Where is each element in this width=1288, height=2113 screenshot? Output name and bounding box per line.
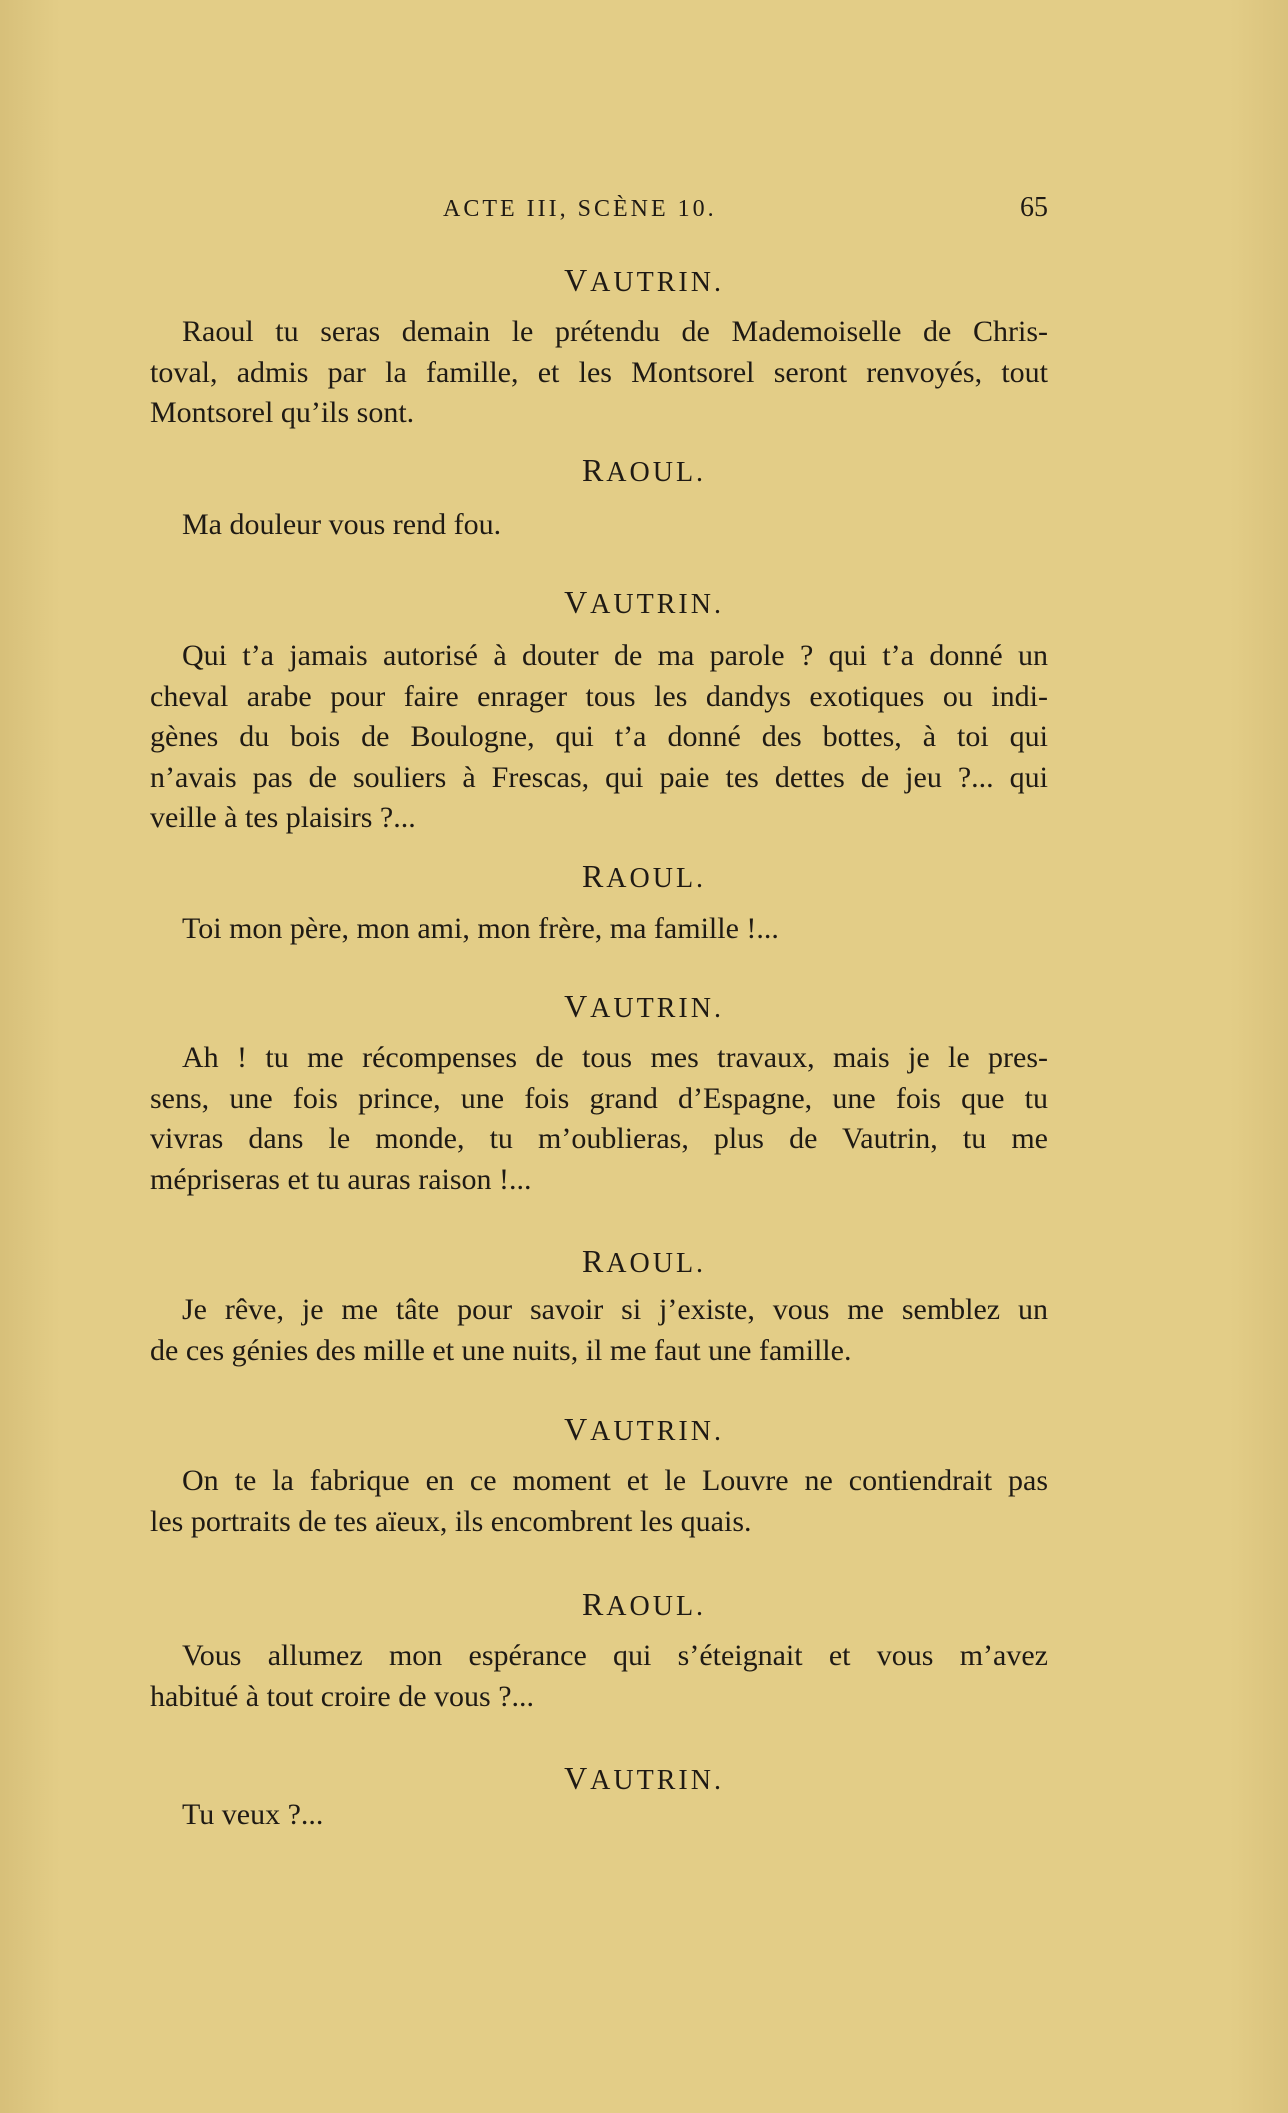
speech-line: de ces génies des mille et une nuits, il me faut une famille. xyxy=(150,1333,852,1367)
speech xyxy=(150,1038,1048,1200)
speaker-label: VAUTRIN. xyxy=(564,262,724,298)
speaker-label: RAOUL. xyxy=(581,452,707,488)
speaker-label: VAUTRIN. xyxy=(564,584,724,620)
page-number: 65 xyxy=(1020,192,1048,223)
speech-line: n’avais pas de souliers à Frescas, qui paie tes dettes de jeu ?... qui xyxy=(150,760,1048,794)
speech-line: veille à tes plaisirs ?... xyxy=(150,801,416,834)
speaker-label: RAOUL. xyxy=(581,1586,707,1622)
speaker-name xyxy=(0,584,1288,621)
speech-line: habitué à tout croire de vous ?... xyxy=(150,1679,535,1713)
speech xyxy=(150,909,1048,950)
speech-line: Montsorel qu’ils sont. xyxy=(150,396,415,429)
speech-line: Vous allumez mon espérance qui s’éteignait et vous m’avez xyxy=(182,1639,1048,1672)
speech xyxy=(150,1461,1048,1542)
speaker-name xyxy=(0,1243,1288,1280)
speaker-name xyxy=(0,858,1288,895)
speaker-name xyxy=(0,1586,1288,1623)
speech xyxy=(150,636,1048,839)
speech-line: gènes du bois de Boulogne, qui t’a donné des bottes, à toi qui xyxy=(150,720,1048,753)
page-header xyxy=(148,192,1048,232)
speaker-name xyxy=(0,452,1288,489)
speech xyxy=(150,312,1048,434)
speech-line: les portraits de tes aïeux, ils encombrent les quais. xyxy=(150,1504,752,1538)
speech xyxy=(150,505,1048,546)
speaker-label: VAUTRIN. xyxy=(564,1411,724,1447)
speech xyxy=(150,1290,1048,1371)
speech-line: Je rêve, je me tâte pour savoir si j’existe, vous me semblez un xyxy=(182,1293,1048,1326)
speech-line: Ah ! tu me récompenses de tous mes travaux, mais je le pres- xyxy=(182,1041,1048,1074)
running-head: ACTE III, SCÈNE 10. xyxy=(443,196,717,222)
speaker-name xyxy=(0,262,1288,299)
speech-line: toval, admis par la famille, et les Montsorel seront renvoyés, tout xyxy=(150,355,1048,389)
speech-line: sens, une fois prince, une fois grand d’Espagne, une fois que tu xyxy=(150,1081,1048,1115)
speech-line: Ma douleur vous rend fou. xyxy=(182,508,502,541)
speech-line: Toi mon père, mon ami, mon frère, ma famille !... xyxy=(182,912,779,945)
speech-line: vivras dans le monde, tu m’oublieras, plus de Vautrin, tu me xyxy=(150,1122,1048,1155)
speech-line: On te la fabrique en ce moment et le Louvre ne contiendrait pas xyxy=(182,1464,1048,1497)
speaker-label: RAOUL. xyxy=(581,858,707,894)
speaker-label: RAOUL. xyxy=(581,1243,707,1279)
speech-line: Raoul tu seras demain le prétendu de Mademoiselle de Chris- xyxy=(182,315,1048,348)
speech xyxy=(150,1795,1048,1836)
speech-line: mépriseras et tu auras raison !... xyxy=(150,1162,532,1196)
speaker-name xyxy=(0,1760,1288,1797)
speaker-label: VAUTRIN. xyxy=(564,988,724,1024)
speaker-label: VAUTRIN. xyxy=(564,1760,724,1796)
speaker-name xyxy=(0,1411,1288,1448)
speech-line: cheval arabe pour faire enrager tous les dandys exotiques ou indi- xyxy=(150,679,1048,713)
speech-line: Tu veux ?... xyxy=(182,1798,324,1831)
speech-line: Qui t’a jamais autorisé à douter de ma parole ? qui t’a donné un xyxy=(182,639,1048,672)
speaker-name xyxy=(0,988,1288,1025)
speech xyxy=(150,1636,1048,1717)
